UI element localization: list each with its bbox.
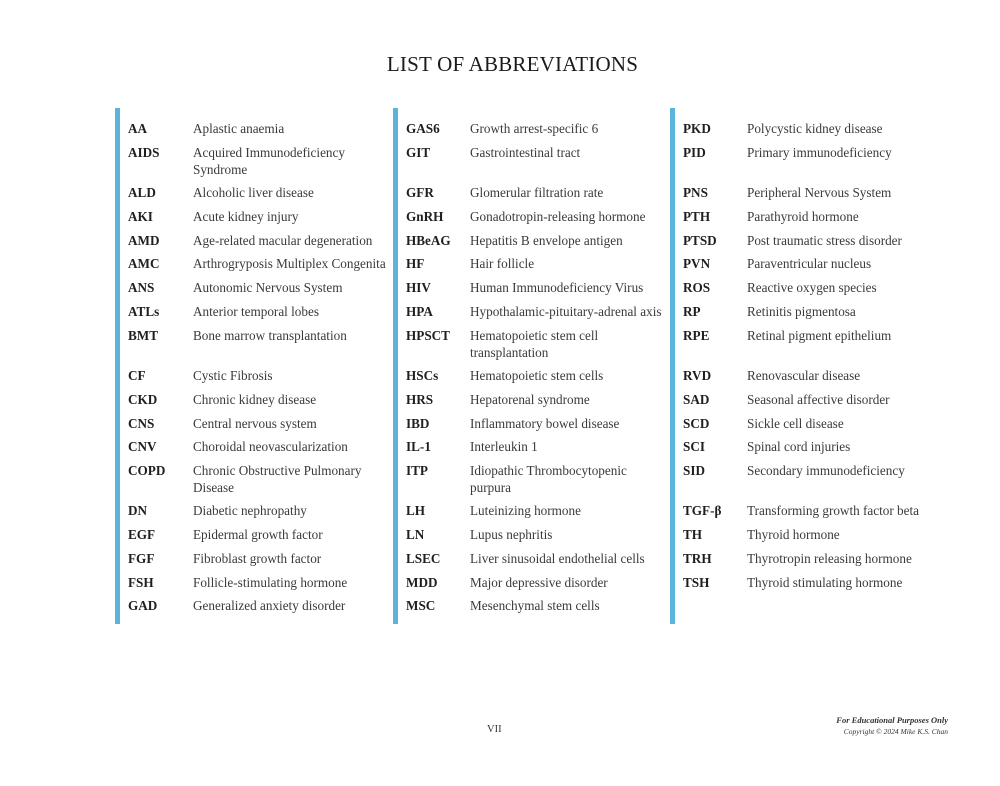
abbreviation-column-3 [670,108,955,624]
abbreviation-definition: Human Immunodeficiency Virus [470,280,644,295]
abbreviation-term: CNV [128,439,157,454]
abbreviation-definition: Lupus nephritis [470,527,553,542]
abbreviation-term: HIV [406,280,431,295]
abbreviation-definition: Mesenchymal stem cells [470,598,600,613]
abbreviation-term: RPE [683,328,710,343]
abbreviation-term: TGF-β [683,503,722,518]
abbreviation-term: IBD [406,416,430,431]
abbreviation-definition: Major depressive disorder [470,575,608,590]
abbreviation-term: CF [128,368,146,383]
abbreviation-term: SCD [683,416,710,431]
abbreviation-term: PTSD [683,233,717,248]
abbreviation-definition: Reactive oxygen species [747,280,877,295]
abbreviation-definition: Retinal pigment epithelium [747,328,892,343]
abbreviation-term: DN [128,503,148,518]
abbreviation-term: GAS6 [406,121,440,136]
abbreviation-definition: Polycystic kidney disease [747,121,883,136]
abbreviation-column-2 [393,108,670,624]
abbreviation-definition: Secondary immunodeficiency [747,463,905,478]
abbreviation-definition: Hypothalamic-pituitary-adrenal axis [470,304,662,319]
abbreviation-term: CNS [128,416,155,431]
abbreviation-definition: Arthrogryposis Multiplex Congenita [193,256,386,271]
abbreviation-term: ALD [128,185,156,200]
abbreviation-definition: Glomerular filtration rate [470,185,604,200]
abbreviation-definition: Acquired Immunodeficiency Syndrome [193,145,345,177]
abbreviation-term: MDD [406,575,438,590]
abbreviation-definition: Aplastic anaemia [193,121,285,136]
abbreviation-definition: Hematopoietic stem cell transplantation [470,328,599,360]
abbreviation-definition: Acute kidney injury [193,209,299,224]
abbreviation-definition: Peripheral Nervous System [747,185,892,200]
abbreviation-term: GAD [128,598,158,613]
abbreviation-term: RVD [683,368,712,383]
abbreviation-definition: Alcoholic liver disease [193,185,314,200]
abbreviation-term: ATLs [128,304,160,319]
abbreviation-definition: Thyroid hormone [747,527,840,542]
abbreviation-term: COPD [128,463,166,478]
abbreviation-term: AIDS [128,145,160,160]
abbreviation-definition: Liver sinusoidal endothelial cells [470,551,645,566]
abbreviation-term: RP [683,304,701,319]
abbreviation-definition: Fibroblast growth factor [193,551,322,566]
abbreviation-term: SAD [683,392,710,407]
abbreviation-term: HPSCT [406,328,450,343]
abbreviation-term: TH [683,527,703,542]
abbreviation-term: HBeAG [406,233,451,248]
abbreviation-definition: Diabetic nephropathy [193,503,307,518]
abbreviation-definition: Thyroid stimulating hormone [747,575,903,590]
abbreviation-definition: Interleukin 1 [470,439,538,454]
abbreviation-definition: Bone marrow transplantation [193,328,347,343]
abbreviation-term: PNS [683,185,708,200]
abbreviation-definition: Inflammatory bowel disease [470,416,620,431]
abbreviation-term: PKD [683,121,711,136]
abbreviation-definition: Retinitis pigmentosa [747,304,856,319]
abbreviation-definition: Chronic kidney disease [193,392,317,407]
abbreviation-term: FGF [128,551,155,566]
page-title: LIST OF ABBREVIATIONS [386,52,639,76]
abbreviation-definition: Hematopoietic stem cells [470,368,604,383]
abbreviation-definition: Gastrointestinal tract [470,145,581,160]
educational-notice: For Educational Purposes Only [836,715,948,725]
abbreviation-term: HPA [406,304,433,319]
abbreviation-definition: Transforming growth factor beta [747,503,920,518]
abbreviation-column-1 [115,108,390,624]
abbreviation-term: LSEC [406,551,441,566]
abbreviation-term: LN [406,527,425,542]
abbreviation-term: PVN [683,256,711,271]
footer-notice [836,715,948,737]
page-number: VII [487,724,502,735]
copyright-notice: Copyright © 2024 Mike K.S. Chan [843,727,948,736]
abbreviation-definition: Post traumatic stress disorder [747,233,902,248]
abbreviation-term: HSCs [406,368,439,383]
abbreviation-term: PID [683,145,706,160]
abbreviation-term: AA [128,121,148,136]
abbreviation-definition: Paraventricular nucleus [747,256,872,271]
abbreviation-term: IL-1 [406,439,431,454]
abbreviation-definition: Choroidal neovascularization [193,439,348,454]
abbreviation-term: GIT [406,145,431,160]
abbreviation-definition: Generalized anxiety disorder [193,598,346,613]
abbreviation-term: BMT [128,328,159,343]
abbreviation-term: PTH [683,209,711,224]
abbreviation-definition: Chronic Obstructive Pulmonary Disease [193,463,362,495]
abbreviation-definition: Seasonal affective disorder [747,392,890,407]
abbreviation-definition: Primary immunodeficiency [747,145,892,160]
abbreviation-definition: Renovascular disease [747,368,861,383]
abbreviation-definition: Idiopathic Thrombocytopenic purpura [470,463,627,495]
abbreviation-term: CKD [128,392,158,407]
abbreviation-term: SCI [683,439,705,454]
abbreviation-term: AKI [128,209,153,224]
abbreviation-definition: Spinal cord injuries [747,439,851,454]
abbreviation-term: EGF [128,527,156,542]
abbreviation-definition: Thyrotropin releasing hormone [747,551,912,566]
abbreviation-definition: Epidermal growth factor [193,527,323,542]
abbreviation-term: TRH [683,551,712,566]
abbreviation-term: HF [406,256,425,271]
abbreviation-definition: Luteinizing hormone [470,503,581,518]
abbreviation-definition: Hepatorenal syndrome [470,392,590,407]
abbreviation-definition: Hair follicle [470,256,535,271]
abbreviation-definition: Parathyroid hormone [747,209,859,224]
abbreviation-term: SID [683,463,705,478]
abbreviation-definition: Hepatitis B envelope antigen [470,233,623,248]
abbreviation-definition: Sickle cell disease [747,416,844,431]
abbreviation-definition: Autonomic Nervous System [193,280,343,295]
abbreviation-term: ROS [683,280,711,295]
abbreviation-term: FSH [128,575,154,590]
abbreviation-definition: Gonadotropin-releasing hormone [470,209,646,224]
abbreviation-term: MSC [406,598,436,613]
abbreviation-definition: Follicle-stimulating hormone [193,575,348,590]
abbreviation-term: TSH [683,575,710,590]
abbreviation-definition: Anterior temporal lobes [193,304,319,319]
abbreviation-definition: Age-related macular degeneration [193,233,373,248]
abbreviation-term: AMD [128,233,160,248]
abbreviation-term: LH [406,503,426,518]
abbreviation-definition: Central nervous system [193,416,317,431]
abbreviation-term: AMC [128,256,160,271]
abbreviation-term: HRS [406,392,434,407]
abbreviation-term: ANS [128,280,155,295]
abbreviation-term: ITP [406,463,428,478]
abbreviation-term: GFR [406,185,434,200]
abbreviation-definition: Cystic Fibrosis [193,368,273,383]
abbreviation-definition: Growth arrest-specific 6 [470,121,599,136]
abbreviation-term: GnRH [406,209,444,224]
